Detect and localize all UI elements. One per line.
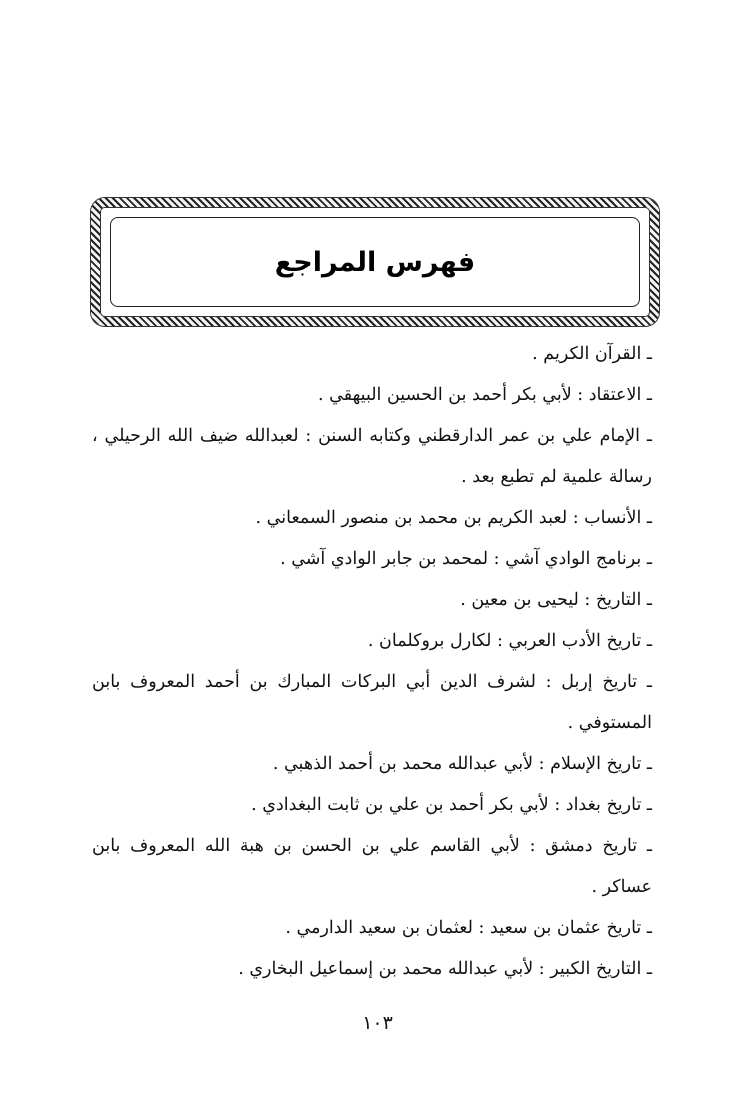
- reference-entry: ـ التاريخ الكبير : لأبي عبدالله محمد بن إسماعيل البخاري .: [238, 959, 652, 979]
- reference-entry: ـ التاريخ : ليحيى بن معين .: [460, 590, 652, 610]
- reference-entry: ـ تاريخ إربل : لشرف الدين أبي البركات المبارك بن أحمد المعروف بابن المستوفي .: [92, 672, 652, 733]
- reference-entry: ـ الأنساب : لعبد الكريم بن محمد بن منصور السمعاني .: [255, 508, 652, 528]
- reference-entry: ـ تاريخ الأدب العربي : لكارل بروكلمان .: [367, 631, 652, 651]
- reference-entry: ـ تاريخ بغداد : لأبي بكر أحمد بن علي بن ثابت البغدادي .: [251, 795, 652, 815]
- section-title: فهرس المراجع: [274, 246, 476, 278]
- reference-entry: ـ برنامج الوادي آشي : لمحمد بن جابر الوادي آشي .: [280, 549, 652, 569]
- reference-entry: ـ القرآن الكريم .: [532, 344, 652, 364]
- reference-entry: ـ الإمام علي بن عمر الدارقطني وكتابه السنن : لعبدالله ضيف الله الرحيلي ، رسالة علمية لم تطبع بعد .: [92, 426, 652, 487]
- title-inner-border: [110, 217, 640, 307]
- references-list: [92, 334, 652, 990]
- title-ornamental-frame: [91, 198, 659, 326]
- page-number: ١٠٣: [362, 1012, 393, 1034]
- reference-entry: ـ تاريخ الإسلام : لأبي عبدالله محمد بن أحمد الذهبي .: [272, 754, 652, 774]
- reference-entry: ـ الاعتقاد : لأبي بكر أحمد بن الحسين البيهقي .: [318, 385, 652, 405]
- reference-entry: ـ تاريخ دمشق : لأبي القاسم علي بن الحسن بن هبة الله المعروف بابن عساكر .: [92, 836, 652, 897]
- reference-entry: ـ تاريخ عثمان بن سعيد : لعثمان بن سعيد الدارمي .: [285, 918, 652, 938]
